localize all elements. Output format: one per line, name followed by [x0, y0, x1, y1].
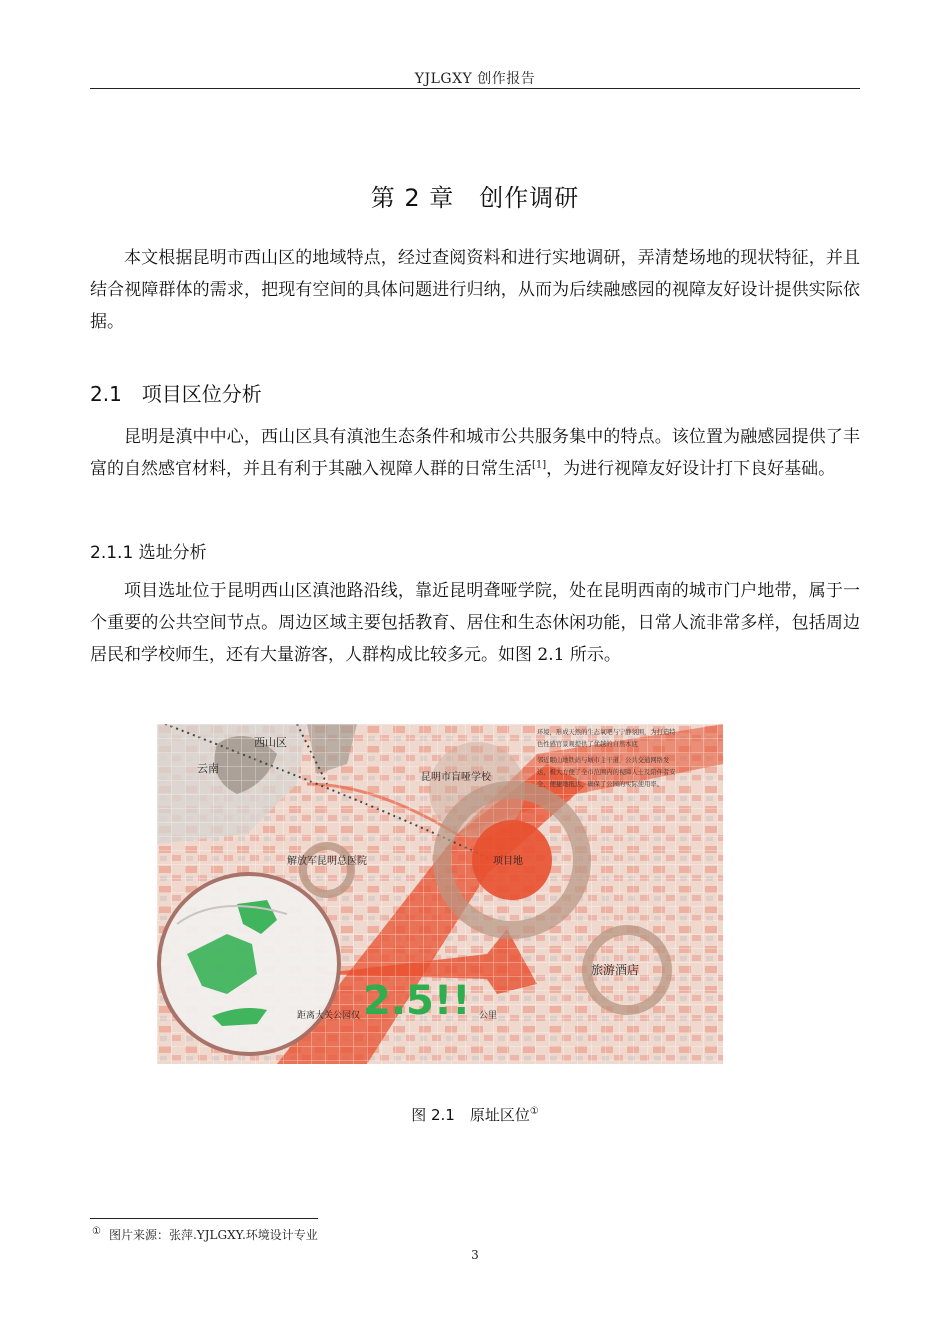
- label-xishan: 西山区: [254, 736, 287, 749]
- section-heading-2-1: 2.1 项目区位分析: [90, 382, 262, 406]
- note-line-5: 全、便捷地抵达，确保了公园的实际使用率。: [537, 781, 663, 788]
- section-2-1-1-paragraph: 项目选址位于昆明西山区滇池路沿线，靠近昆明聋哑学院，处在昆明西南的城市门户地带，属于一个重要的公共空间节点。周边区域主要包括教育、居住和生态休闲功能，日常人流非常多样，包括周边居民和学校师生，还有大量游客，人群构成比较多元。如图 2.1 所示。: [90, 581, 860, 665]
- chapter-title: 第 2 章 创作调研: [370, 184, 580, 212]
- footnote-text: 图片来源：张萍.YJLGXY.环境设计专业: [108, 1228, 318, 1242]
- label-distance-prefix: 距离大关公园仅: [297, 1011, 361, 1021]
- footnote-rule: [90, 1218, 318, 1219]
- figure-caption: [0, 1104, 950, 1125]
- label-yunnan: 云南: [197, 762, 219, 775]
- caption-footnote-mark[interactable]: ①: [529, 1106, 539, 1117]
- intro-paragraph: 本文根据昆明市西山区的地域特点，经过查阅资料和进行实地调研，弄清楚场地的现状特征，并且结合视障群体的需求，把现有空间的具体问题进行归纳，从而为后续融感园的视障友好设计提供实际依据。: [90, 248, 860, 332]
- note-line-2: 色性感官景观提供了优越的自然本底: [537, 741, 638, 748]
- caption-text: 图 2.1 原址区位: [411, 1106, 530, 1124]
- label-distance-unit: 公里: [479, 1011, 498, 1021]
- label-hotel: 旅游酒店: [591, 963, 640, 977]
- footnote: [92, 1226, 318, 1243]
- label-hospital: 解放军昆明总医院: [287, 856, 367, 867]
- header-rule: [90, 88, 860, 89]
- footnote-mark: ①: [92, 1226, 101, 1237]
- location-map-figure: [157, 724, 723, 1064]
- label-site: 项目地: [493, 856, 523, 867]
- label-school: 昆明市盲哑学校: [421, 772, 491, 783]
- page-number: 3: [471, 1248, 479, 1262]
- note-line-3: 邻近眠山地铁站与城市主干道，公共交通网络发: [537, 757, 670, 764]
- section-2-1-paragraph: [90, 421, 860, 485]
- label-distance-value: 2.5!!: [363, 978, 471, 1024]
- note-line-1: 环境，形成天然的生态氧吧与宁静氛围，为打造特: [537, 729, 676, 736]
- note-line-4: 达，极大方便了全市范围内的视障人士及陪伴者安: [537, 769, 676, 776]
- para-text-before-ref: 昆明是滇中中心，西山区具有滇池生态条件和城市公共服务集中的特点。该位置为融感园提供了丰富的自然感官材料，并且有利于其融入视障人群的日常生活: [90, 427, 860, 479]
- running-header: YJLGXY 创作报告: [414, 71, 536, 87]
- section-heading-2-1-1: 2.1.1 选址分析: [90, 543, 207, 563]
- para-text-after-ref: ，为进行视障友好设计打下良好基础。: [546, 459, 836, 479]
- citation-ref[interactable]: [1]: [532, 459, 547, 471]
